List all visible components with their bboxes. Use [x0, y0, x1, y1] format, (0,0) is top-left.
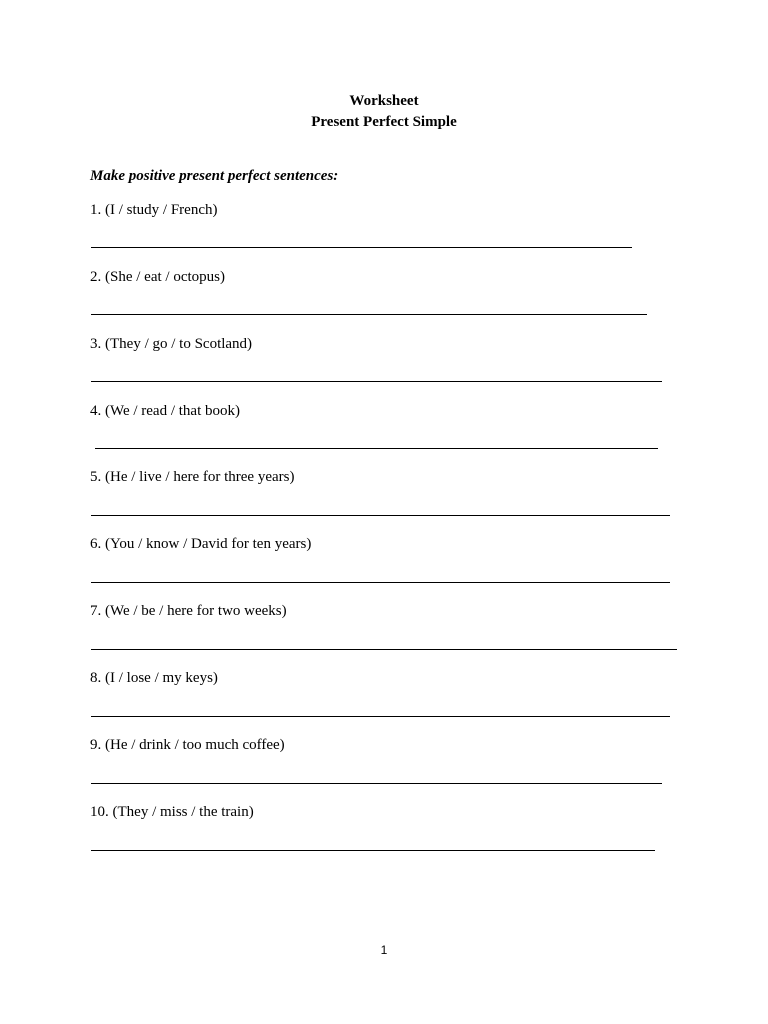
question-6: 6. (You / know / David for ten years) [90, 536, 312, 552]
answer-line-10[interactable] [91, 850, 655, 851]
question-5: 5. (He / live / here for three years) [90, 469, 295, 485]
answer-line-6[interactable] [91, 582, 670, 583]
question-10: 10. (They / miss / the train) [90, 804, 254, 820]
question-8: 8. (I / lose / my keys) [90, 670, 218, 686]
worksheet-title: Worksheet [349, 93, 419, 109]
instructions: Make positive present perfect sentences: [90, 168, 339, 184]
answer-line-7[interactable] [91, 649, 677, 650]
question-4: 4. (We / read / that book) [90, 403, 240, 419]
question-3: 3. (They / go / to Scotland) [90, 336, 253, 352]
question-7: 7. (We / be / here for two weeks) [90, 603, 287, 619]
answer-line-5[interactable] [91, 515, 670, 516]
worksheet-subtitle: Present Perfect Simple [311, 114, 457, 130]
question-9: 9. (He / drink / too much coffee) [90, 737, 285, 753]
question-1: 1. (I / study / French) [90, 202, 218, 218]
question-2: 2. (She / eat / octopus) [90, 269, 225, 285]
answer-line-3[interactable] [91, 381, 662, 382]
answer-line-4[interactable] [95, 448, 658, 449]
answer-line-1[interactable] [91, 247, 632, 248]
page-number: 1 [380, 943, 388, 957]
answer-line-8[interactable] [91, 716, 670, 717]
answer-line-9[interactable] [91, 783, 662, 784]
answer-line-2[interactable] [91, 314, 647, 315]
